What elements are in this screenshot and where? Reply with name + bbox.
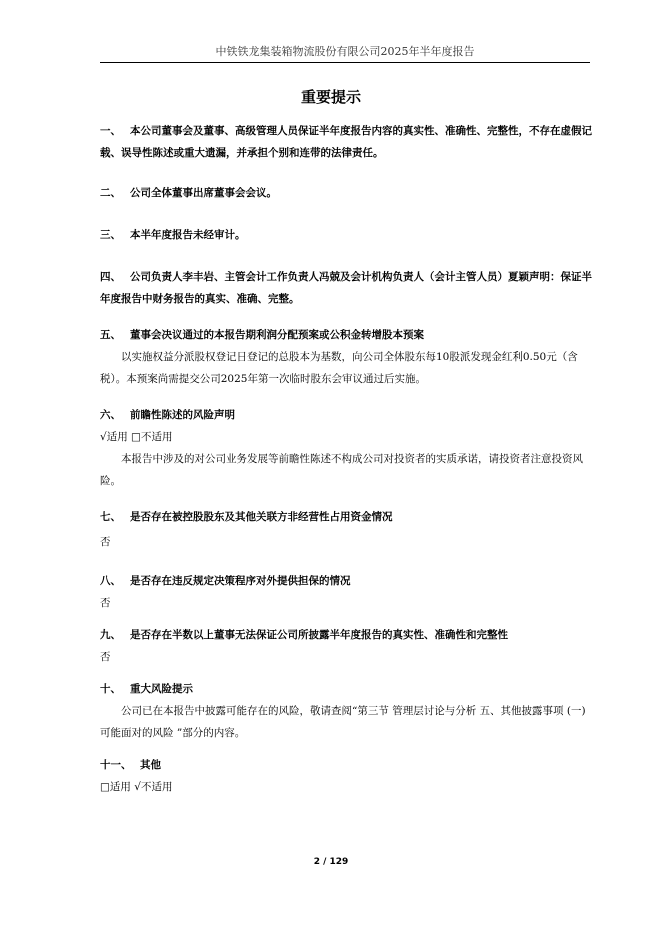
section-heading-text: 是否存在被控股股东及其他关联方非经营性占用资金情况: [130, 511, 393, 523]
section-number: 四、: [100, 271, 121, 283]
section-text: 本公司董事会及董事、高级管理人员保证半年度报告内容的真实性、准确性、完整性，不存在虚假记载、误导性陈述或重大遗漏，并承担个别和连带的法律责任。: [100, 125, 592, 159]
section-heading-text: 重大风险提示: [130, 683, 193, 695]
section-5: [100, 324, 592, 390]
section-1: [100, 120, 592, 164]
section-heading: [100, 324, 592, 346]
section-body: 本报告中涉及的对公司业务发展等前瞻性陈述不构成公司对投资者的实质承诺，请投资者注意投资风险。: [100, 453, 583, 487]
header-rule: [100, 62, 590, 63]
section-number: 九、: [100, 629, 121, 641]
section-heading-text: 是否存在半数以上董事无法保证公司所披露半年度报告的真实性、准确性和完整性: [130, 629, 508, 641]
section-text: 本半年度报告未经审计。: [130, 229, 246, 241]
section-7: [100, 506, 592, 556]
section-number: 六、: [100, 409, 121, 421]
section-8: [100, 570, 592, 614]
section-number: 十一、: [100, 759, 132, 771]
document-body: [100, 120, 592, 810]
section-2: [100, 182, 592, 204]
applicability-option: √适用 □不适用: [100, 431, 173, 443]
section-answer: 否: [100, 597, 111, 609]
section-body: 公司已在本报告中披露可能存在的风险，敬请查阅“第三节 管理层讨论与分析 五、其他披露事项 (一) 可能面对的风险 ”部分的内容。: [100, 705, 586, 739]
section-6: [100, 404, 592, 492]
section-heading-text: 是否存在违反规定决策程序对外提供担保的情况: [130, 575, 351, 587]
section-heading-text: 其他: [140, 759, 161, 771]
page-header: 中铁铁龙集装箱物流股份有限公司2025年半年度报告: [215, 45, 475, 58]
section-heading-text: 董事会决议通过的本报告期利润分配预案或公积金转增股本预案: [130, 329, 424, 341]
section-heading: [100, 624, 592, 646]
section-4: [100, 266, 592, 310]
section-10: [100, 678, 592, 744]
page-number: 2 / 129: [313, 857, 349, 867]
section-answer: 否: [100, 536, 111, 548]
section-heading: [100, 678, 592, 700]
applicability-option: □适用 √不适用: [100, 781, 173, 793]
section-text: 公司负责人李丰岩、主管会计工作负责人冯兢及会计机构负责人（会计主管人员）夏颖声明：保证半年度报告中财务报告的真实、准确、完整。: [100, 271, 592, 305]
section-3: [100, 224, 592, 246]
section-number: 十、: [100, 683, 121, 695]
section-number: 七、: [100, 511, 121, 523]
section-heading: [100, 404, 592, 426]
section-answer: 否: [100, 651, 111, 663]
section-9: [100, 624, 592, 668]
section-heading: [100, 506, 592, 528]
section-number: 一、: [100, 125, 121, 137]
section-heading: [100, 570, 592, 592]
section-number: 三、: [100, 229, 121, 241]
section-number: 二、: [100, 187, 121, 199]
section-heading-text: 前瞻性陈述的风险声明: [130, 409, 235, 421]
section-text: 公司全体董事出席董事会会议。: [130, 187, 277, 199]
page-title: 重要提示: [300, 88, 361, 106]
section-heading: [100, 754, 592, 776]
section-number: 八、: [100, 575, 121, 587]
section-body: 以实施权益分派股权登记日登记的总股本为基数，向公司全体股东每10股派发现金红利0.50元（含税）。本预案尚需提交公司2025年第一次临时股东会审议通过后实施。: [100, 351, 578, 385]
section-number: 五、: [100, 329, 121, 341]
section-11: [100, 754, 592, 798]
